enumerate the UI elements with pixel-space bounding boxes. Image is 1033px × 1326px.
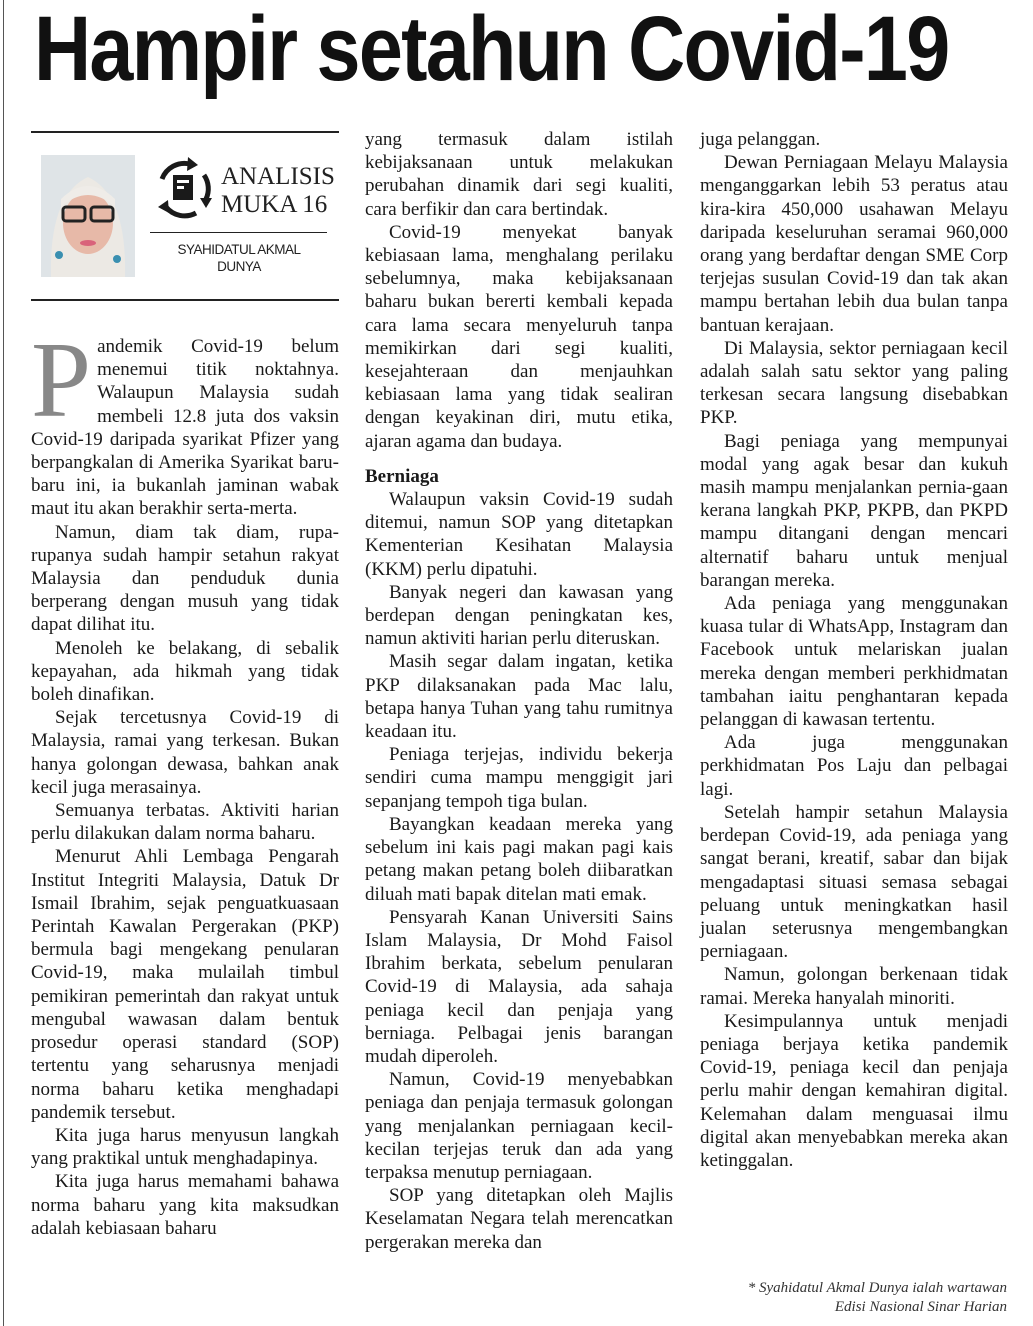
headline: Hampir setahun Covid-19	[34, 0, 949, 100]
paragraph-text: Dewan Perniagaan Melayu Malaysia menganggarkan lebih 53 peratus atau kira-kira 450,000 usahawan Melayu daripada keseluruhan seramai 960,000 orang yang berdaftar dengan SME Corp terjejas susulan Covid-19 dan tak akan mampu bertahan lebih dua bulan tanpa bantuan kerajaan.	[700, 152, 1008, 336]
article-column-2	[365, 128, 673, 1254]
article-paragraph	[365, 650, 673, 743]
article-paragraph	[31, 521, 339, 637]
paragraph-text: Namun, diam tak diam, rupa-rupanya sudah hampir setahun rakyat Malaysia dan penduduk dunia berperang dengan musuh yang tidak dapat dilihat itu.	[31, 521, 339, 636]
article-paragraph	[365, 1068, 673, 1184]
paragraph-text: Menurut Ahli Lembaga Pengarah Institut Integriti Malaysia, Datuk Dr Ismail Ibrahim, sejak penguatkuasaan Perintah Kawalan Pergerakan (PKP) bermula bagi mengekang penularan Covid-19, maka mulailah timbul pemikiran pemerintah dan rakyat untuk mengubal wawasan dalam bentuk prosedur operasi standard (SOP) tertentu yang seharusnya menjadi norma baharu ketika menghadapi pandemik tersebut.	[31, 846, 339, 1123]
article-paragraph	[365, 743, 673, 813]
paragraph-text: Di Malaysia, sektor perniagaan kecil adalah salah satu sektor yang paling terkesan secara langsung disebabkan PKP.	[700, 337, 1008, 429]
article-paragraph	[700, 1010, 1008, 1172]
paragraph-text: Ada juga menggunakan perkhidmatan Pos Laju dan pelbagai lagi.	[700, 732, 1008, 800]
article-column-3	[700, 128, 1008, 1172]
article-paragraph	[700, 337, 1008, 430]
page-edge-line	[3, 0, 4, 1326]
article-paragraph	[700, 151, 1008, 337]
paragraph-text: andemik Covid-19 belum menemui titik noktahnya. Walaupun Malaysia sudah membeli 12.8 juta dos vaksin Covid-19 daripada syarikat Pfizer yang berpangkalan di Amerika Syarikat baru-baru ini, ia bukanlah jaminan wabak maut itu akan berakhir serta-merta.	[31, 336, 339, 520]
paragraph-text: Pensyarah Kanan Universiti Sains Islam Malaysia, Dr Mohd Faisol Ibrahim berkata, sebelum penularan Covid-19 di Malaysia, ada sahaja peniaga kecil dan penjaja yang berniaga. Pelbagai jenis barangan mudah diperoleh.	[365, 906, 673, 1067]
paragraph-text: Masih segar dalam ingatan, ketika PKP dilaksanakan pada Mac lalu, betapa hanya Tuhan yang tahu rumitnya keadaan itu.	[365, 651, 673, 743]
paragraph-text: yang termasuk dalam istilah kebijaksanaan untuk melakukan perubahan dinamik dari segi kualiti, cara berfikir dan cara bertindak.	[365, 129, 673, 220]
kicker-line: ANALISIS	[221, 163, 335, 190]
author-note-line: * Syahidatul Akmal Dunya ialah wartawan	[747, 1280, 1007, 1296]
cycle-document-icon	[150, 155, 216, 221]
paragraph-text: Sejak tercetusnya Covid-19 di Malaysia, ramai yang terkesan. Bukan hanya golongan dewasa, bahkan anak kecil juga merasainya.	[31, 707, 339, 798]
article-paragraph	[31, 845, 339, 1123]
paragraph-text: Ada peniaga yang menggunakan kuasa tular di WhatsApp, Instagram dan Facebook untuk melariskan jualan mereka dengan memberi perkhidmatan tambahan iaitu penghantaran kepada pelanggan di kawasan tertentu.	[700, 593, 1008, 731]
article-paragraph	[365, 128, 673, 221]
article-paragraph	[31, 1124, 339, 1170]
paragraph-text: Kesimpulannya untuk menjadi peniaga berjaya ketika pandemik Covid-19, peniaga kecil dan penjaja perlu mahir dengan kemahiran digital. Kelemahan dalam menguasai ilmu digital akan menyebabkan mereka akan ketinggalan.	[700, 1010, 1008, 1171]
kicker-page-ref[interactable]: MUKA 16	[221, 191, 328, 218]
article-paragraph	[365, 906, 673, 1068]
article-paragraph	[365, 221, 673, 453]
byline-line: SYAHIDATUL AKMAL	[177, 242, 301, 257]
article-paragraph	[31, 1170, 339, 1240]
article-paragraph	[700, 963, 1008, 1009]
article-paragraph	[700, 430, 1008, 592]
article-paragraph	[365, 581, 673, 651]
paragraph-text: Kita juga harus memahami bahawa norma baharu yang kita maksudkan adalah kebiasaan baharu	[31, 1171, 339, 1239]
byline-line: DUNYA	[217, 259, 261, 274]
paragraph-text: Covid-19 menyekat banyak kebiasaan lama, menghalang perilaku sebelumnya, maka kebijaksanaan baharu bukan bererti kembali kepada cara lama secara menyeluruh tanpa memikirkan dari segi kualiti, kesejahteraan dan menjauhkan kebiasaan lama yang tidak sealiran dengan keyakinan diri, mutu etika, ajaran agama dan budaya.	[365, 221, 673, 452]
paragraph-text: Walaupun vaksin Covid-19 sudah ditemui, namun SOP yang ditetapkan Kementerian Kesihatan Malaysia (KKM) perlu dipatuhi.	[365, 489, 673, 580]
paragraph-text: Setelah hampir setahun Malaysia berdepan Covid-19, ada peniaga yang sangat berani, kreatif, sabar dan bijak mengadaptasi situasi semasa sebagai peluang untuk meningkatkan hasil jualan seterusnya mengembangkan perniagaan.	[700, 801, 1008, 963]
subheading: Berniaga	[365, 465, 439, 487]
paragraph-text: Semuanya terbatas. Aktiviti harian perlu dilakukan dalam norma baharu.	[31, 800, 339, 845]
author-note	[748, 1279, 1007, 1317]
paragraph-text: Namun, golongan berkenaan tidak ramai. Mereka hanyalah minoriti.	[700, 964, 1008, 1009]
article-paragraph	[365, 488, 673, 581]
article-paragraph	[700, 801, 1008, 963]
paragraph-text: SOP yang ditetapkan oleh Majlis Keselamatan Negara telah merencatkan pergerakan mereka dan	[365, 1185, 673, 1253]
article-paragraph	[365, 813, 673, 906]
author-note-line: Edisi Nasional Sinar Harian	[834, 1299, 1007, 1315]
paragraph-text: Peniaga terjejas, individu bekerja sendiri cuma mampu menggigit jari sepanjang tempoh tiga bulan.	[365, 744, 673, 812]
article-column-1	[31, 321, 339, 1240]
paragraph-text: Bayangkan keadaan mereka yang sebelum ini kais pagi makan pagi kais petang makan petang boleh diibaratkan diluah mati bapak ditelan mati emak.	[365, 813, 673, 905]
article-paragraph	[31, 321, 339, 521]
paragraph-text: Kita juga harus menyusun langkah yang praktikal untuk menghadapinya.	[31, 1124, 339, 1170]
article-paragraph	[31, 637, 339, 707]
paragraph-text: juga pelanggan.	[700, 129, 821, 150]
byline	[150, 241, 328, 275]
article-paragraph	[700, 592, 1008, 731]
article-paragraph	[700, 731, 1008, 801]
paragraph-text: Banyak negeri dan kawasan yang berdepan dengan peningkatan kes, namun aktiviti harian perlu diteruskan.	[365, 581, 673, 650]
column-kicker	[221, 163, 335, 219]
byline-rule	[150, 232, 327, 233]
paragraph-text: Bagi peniaga yang mempunyai modal yang agak besar dan kukuh masih mampu menjalankan pernia-gaan kerana langkah PKP, PKPB, dan PKPD mampu ditangani dengan mencari alternatif baharu untuk menjual barangan mereka.	[700, 430, 1008, 591]
header-top-rule	[31, 131, 339, 133]
article-paragraph	[700, 128, 1008, 151]
drop-cap: P	[31, 321, 92, 440]
article-paragraph	[365, 1184, 673, 1254]
article-paragraph	[31, 706, 339, 799]
paragraph-text: Menoleh ke belakang, di sebalik kepayahan, ada hikmah yang tidak boleh dinafikan.	[31, 637, 339, 706]
article-paragraph	[31, 799, 339, 845]
paragraph-text: Namun, Covid-19 menyebabkan peniaga dan penjaja termasuk golongan yang menjalankan perniagaan kecil-kecilan terjejas teruk dan ada yang terpaksa menutup perniagaan.	[365, 1069, 673, 1183]
author-photo	[41, 155, 135, 277]
header-bottom-rule	[31, 299, 339, 301]
